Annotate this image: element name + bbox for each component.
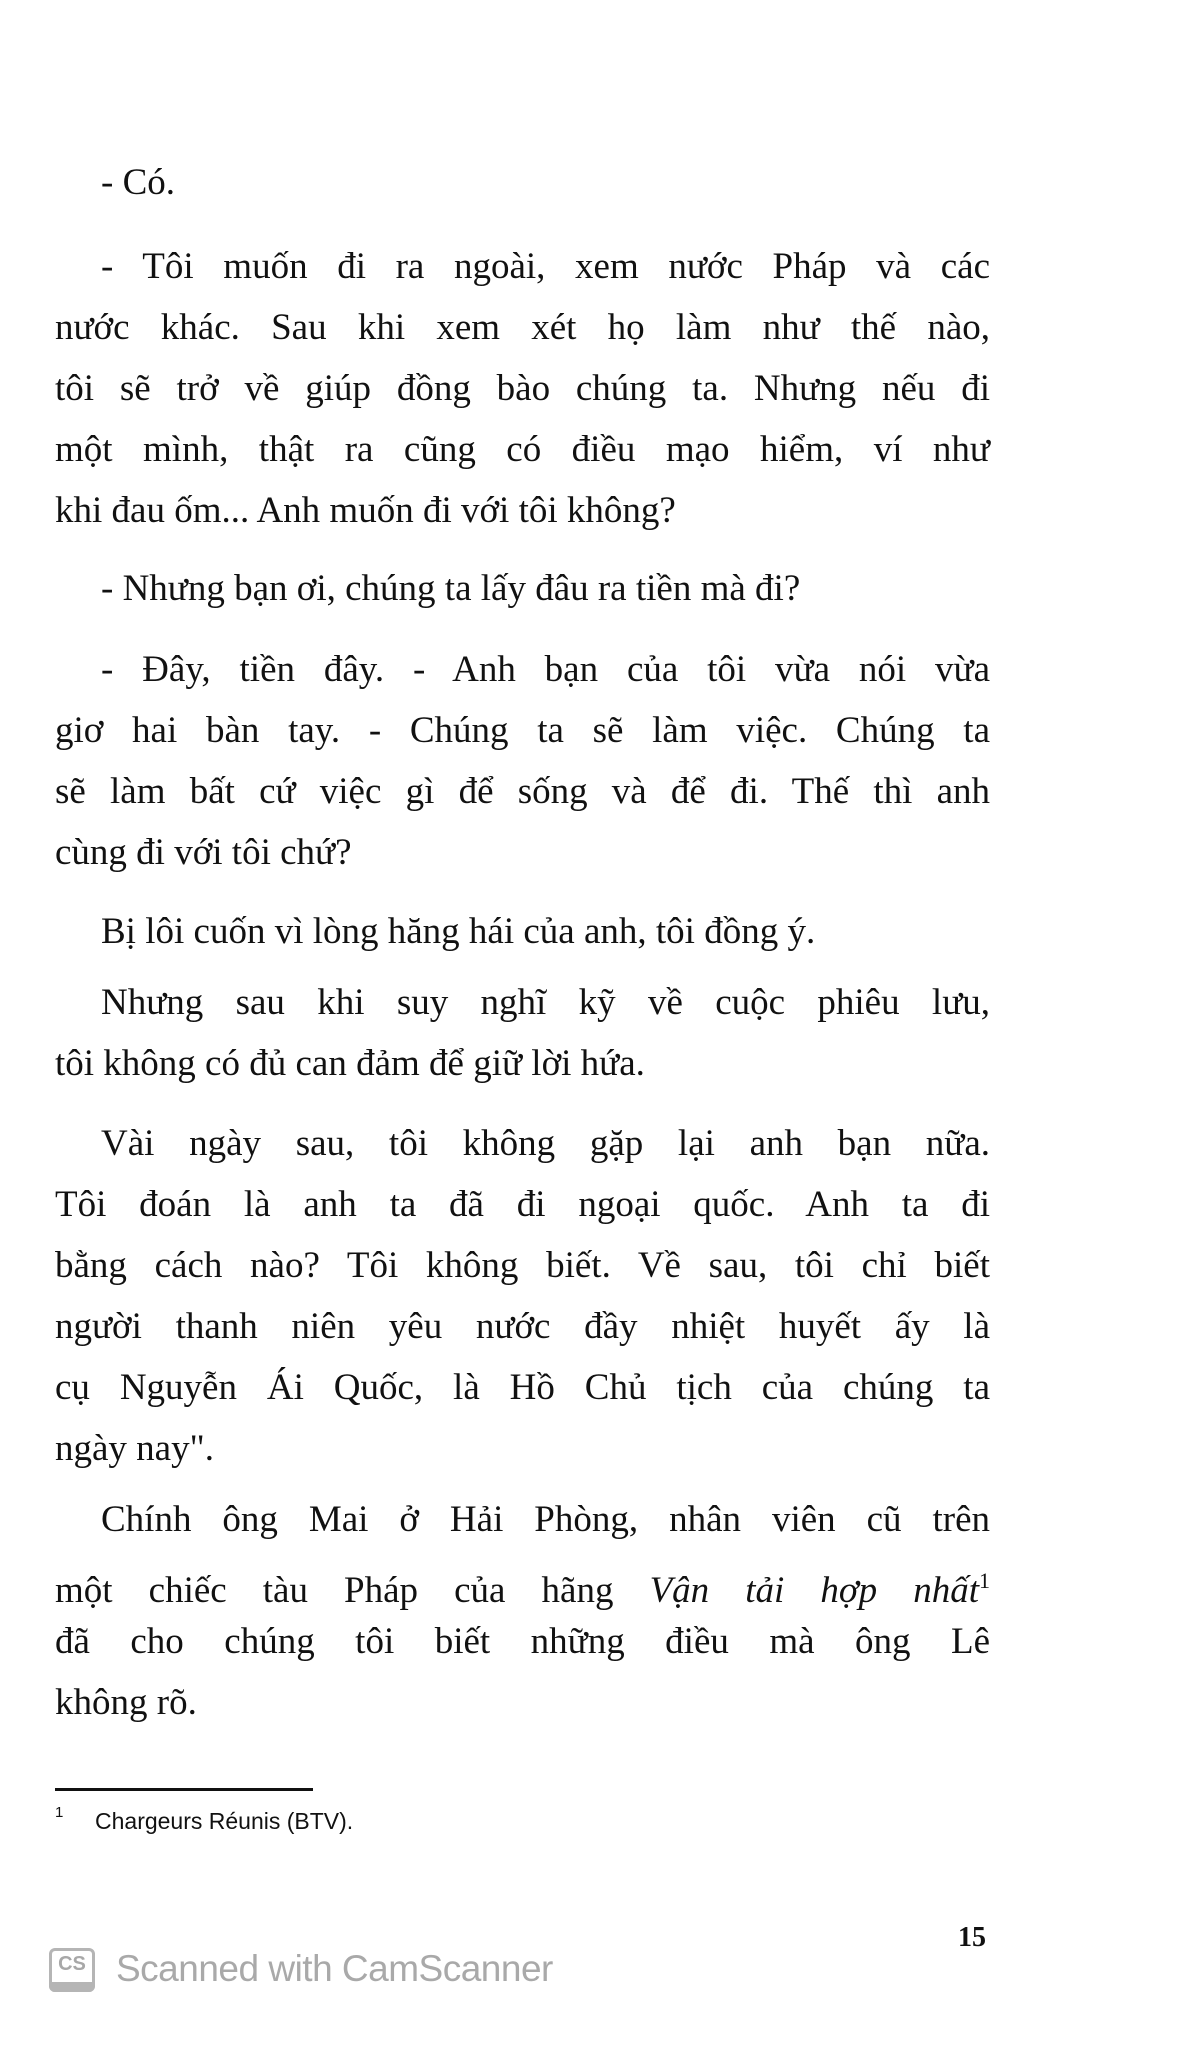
text-line: - Nhưng bạn ơi, chúng ta lấy đâu ra tiền mà đi? (101, 568, 801, 609)
text-line: một mình, thật ra cũng có điều mạo hiểm, ví như (55, 429, 990, 470)
text-line: không rõ. (55, 1682, 197, 1723)
paragraph (55, 901, 990, 962)
text-line: - Đây, tiền đây. - Anh bạn của tôi vừa nói vừa (101, 649, 990, 690)
text-line: cụ Nguyễn Ái Quốc, là Hồ Chủ tịch của chúng ta (55, 1367, 990, 1408)
paragraph (55, 236, 990, 541)
italic-company-name: Vận tải hợp nhất (649, 1570, 980, 1611)
footnote-mark: 1 (55, 1804, 64, 1821)
text-line: nước khác. Sau khi xem xét họ làm như thế nào, (55, 307, 990, 348)
camscanner-watermark: Scanned with CamScanner (116, 1948, 553, 1989)
paragraph (55, 152, 990, 213)
text-line: Tôi đoán là anh ta đã đi ngoại quốc. Anh ta đi (55, 1184, 990, 1225)
text-line: tôi không có đủ can đảm để giữ lời hứa. (55, 1043, 645, 1084)
text-line: sẽ làm bất cứ việc gì để sống và để đi. Thế thì anh (55, 771, 990, 812)
text-line: Chính ông Mai ở Hải Phòng, nhân viên cũ trên (101, 1499, 990, 1540)
paragraph (55, 972, 990, 1094)
footnote-reference[interactable]: 1 (979, 1568, 991, 1593)
text-line: ngày nay". (55, 1428, 214, 1469)
text-line: - Tôi muốn đi ra ngoài, xem nước Pháp và các (101, 246, 990, 287)
paragraph (55, 639, 990, 883)
text-line: Nhưng sau khi suy nghĩ kỹ về cuộc phiêu lưu, (101, 982, 990, 1023)
text-line: - Có. (101, 162, 175, 203)
text-line: Bị lôi cuốn vì lòng hăng hái của anh, tôi đồng ý. (101, 911, 816, 952)
text-line: khi đau ốm... Anh muốn đi với tôi không? (55, 490, 676, 531)
text-line: bằng cách nào? Tôi không biết. Về sau, tôi chỉ biết (55, 1245, 990, 1286)
text-run: một chiếc tàu Pháp của hãng (55, 1570, 650, 1611)
text-line: giơ hai bàn tay. - Chúng ta sẽ làm việc. Chúng ta (55, 710, 990, 751)
paragraph (55, 1489, 990, 1733)
text-line: đã cho chúng tôi biết những điều mà ông Lê (55, 1621, 990, 1662)
text-line: tôi sẽ trở về giúp đồng bào chúng ta. Nhưng nếu đi (55, 368, 990, 409)
footnote-divider (55, 1788, 313, 1791)
camscanner-logo-icon: CS (49, 1948, 95, 1992)
paragraph (55, 1113, 990, 1479)
text-line: người thanh niên yêu nước đầy nhiệt huyết ấy là (55, 1306, 990, 1347)
text-line (55, 1550, 990, 1611)
paragraph (55, 558, 990, 619)
text-line: Vài ngày sau, tôi không gặp lại anh bạn nữa. (101, 1123, 990, 1164)
footnote-text: Chargeurs Réunis (BTV). (95, 1808, 354, 1834)
page-number: 15 (958, 1922, 986, 1953)
text-line: cùng đi với tôi chứ? (55, 832, 352, 873)
